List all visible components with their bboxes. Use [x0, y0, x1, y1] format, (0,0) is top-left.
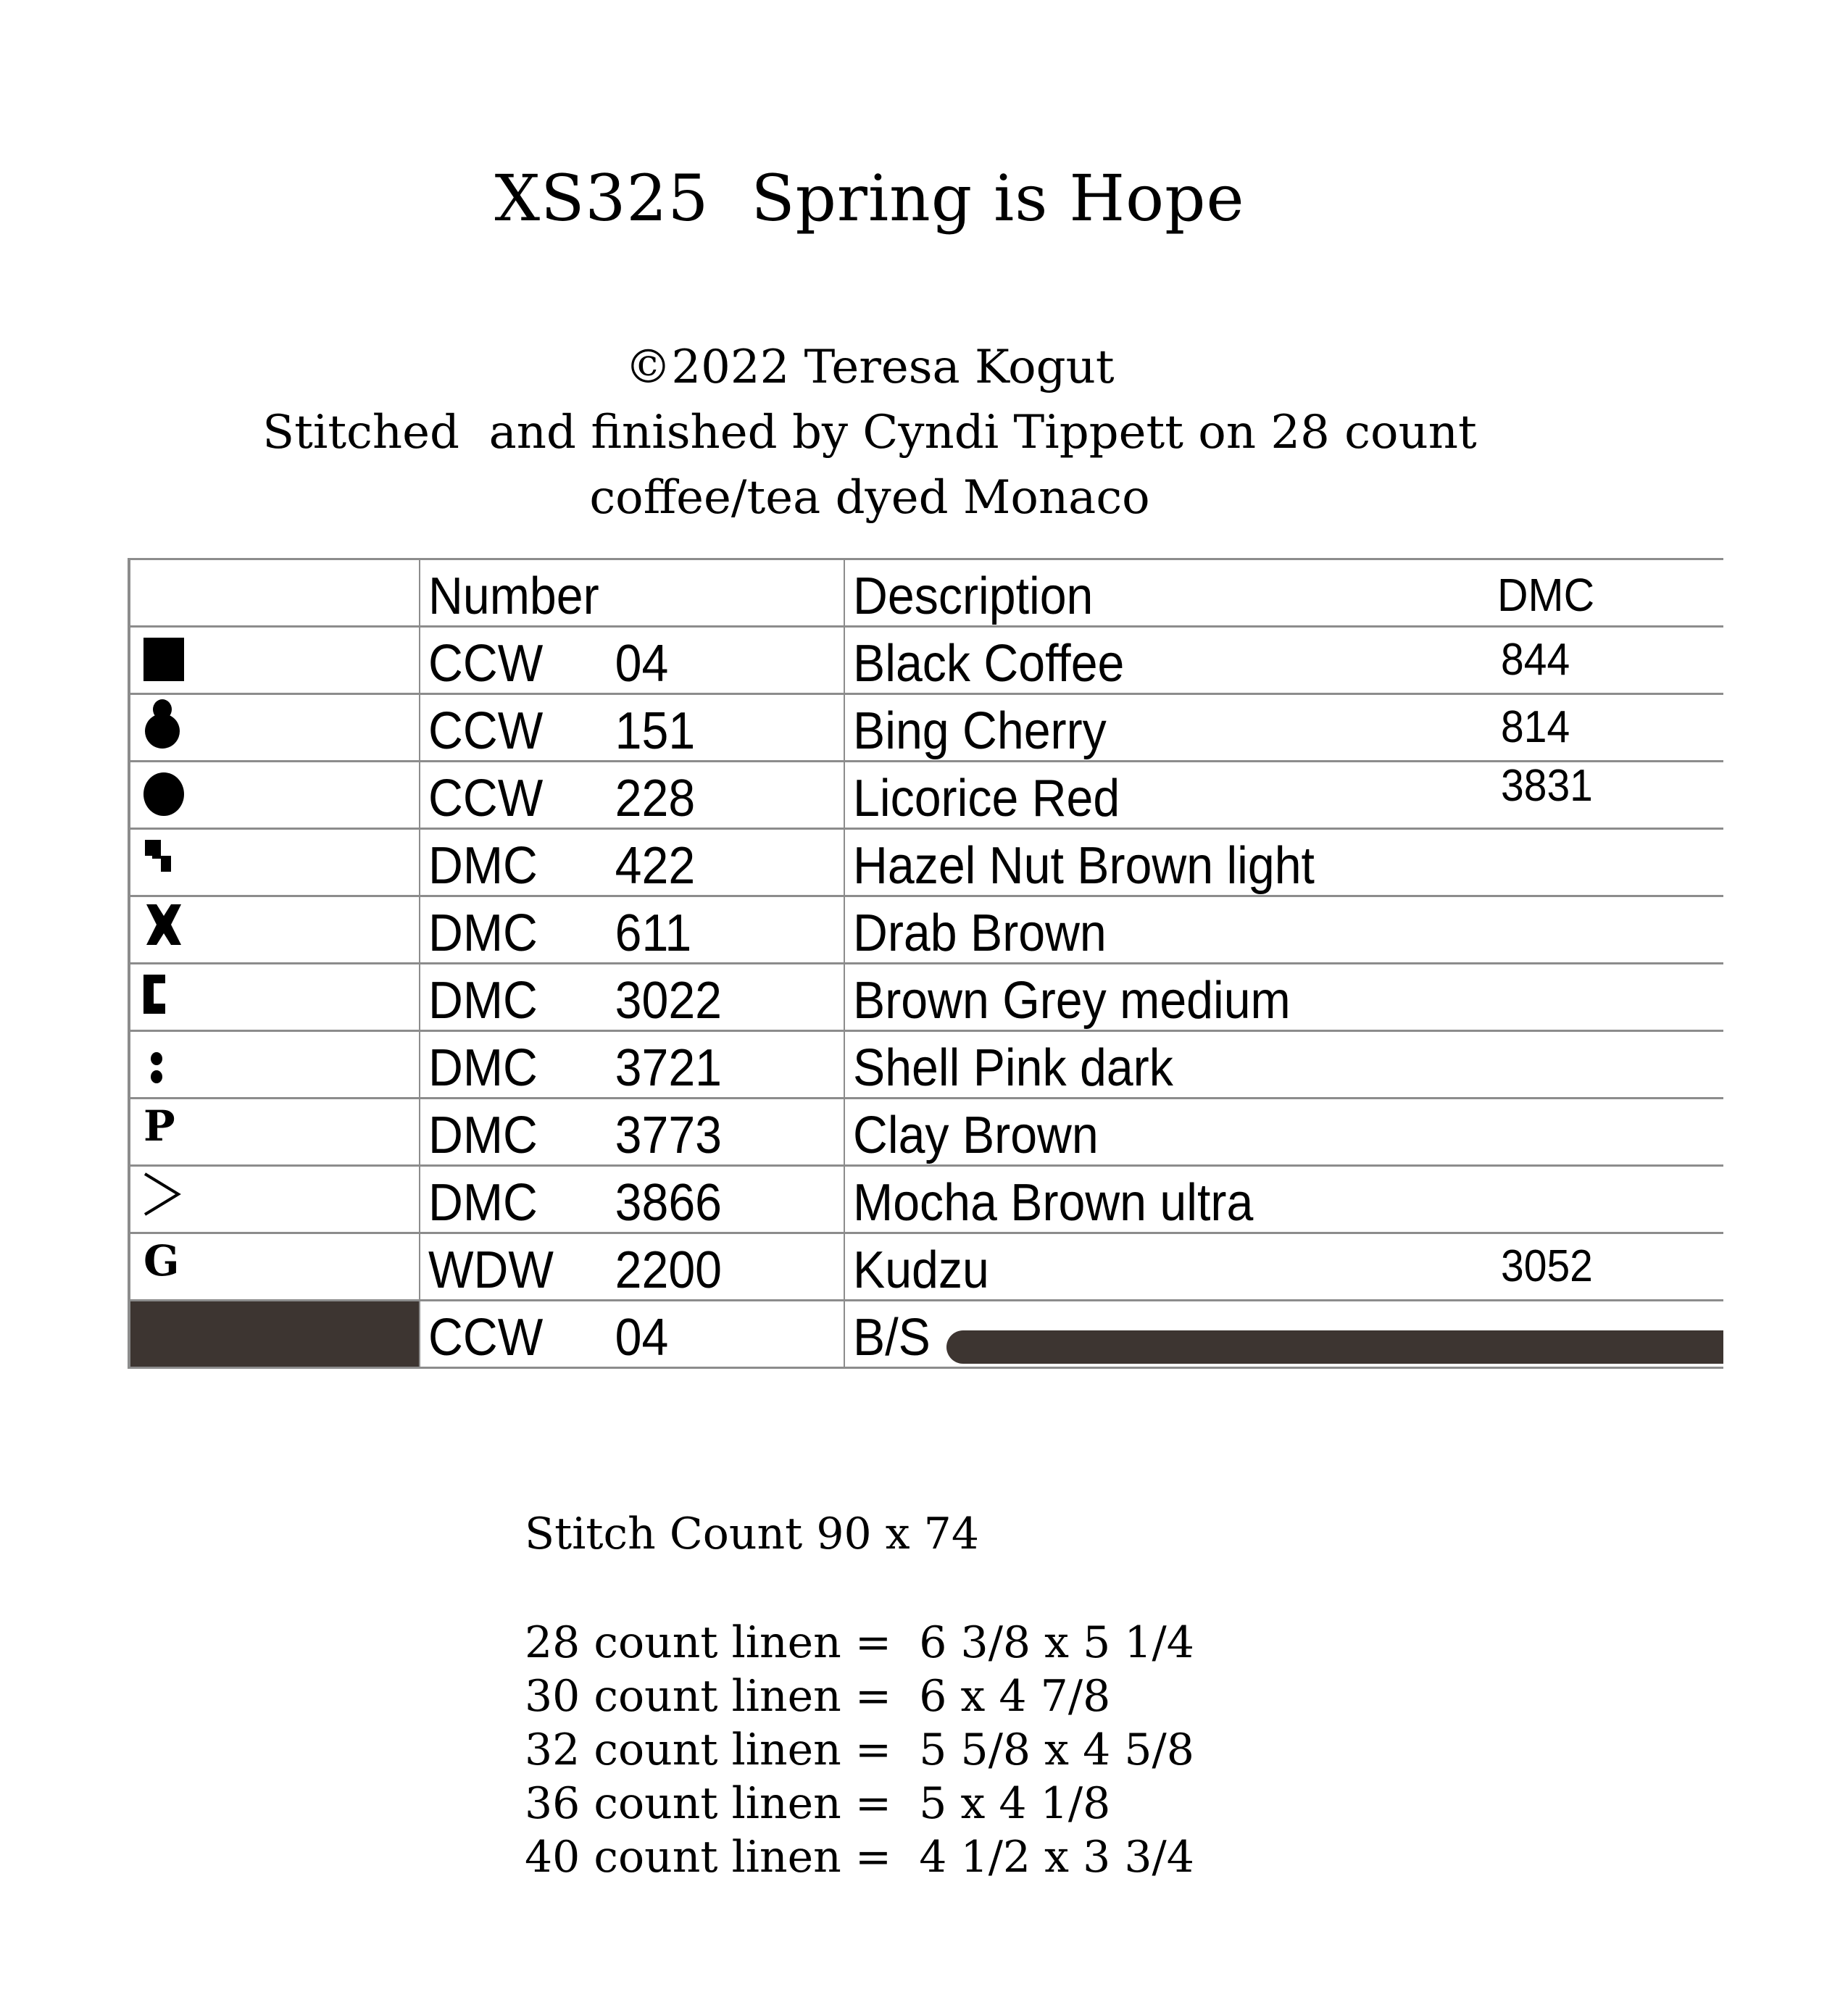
- size-line: 32 count linen = 5 5/8 x 4 5/8: [525, 1725, 1194, 1775]
- table-row: [129, 829, 1723, 896]
- table-row: [129, 1031, 1723, 1099]
- thread-description: Black Coffee: [853, 635, 1125, 693]
- letter-p-icon: P: [143, 1101, 175, 1151]
- table-row: [129, 1166, 1723, 1233]
- table-row: [129, 1233, 1723, 1301]
- backstitch-line-swatch: [946, 1330, 1723, 1364]
- colon-dots-icon: [149, 1052, 193, 1085]
- thread-description: Hazel Nut Brown light: [853, 837, 1315, 895]
- thread-number: 228: [615, 770, 696, 828]
- thread-brand: CCW: [428, 770, 544, 828]
- thread-number: 422: [615, 837, 696, 895]
- table-row: [129, 1099, 1723, 1166]
- thread-brand: CCW: [428, 702, 544, 760]
- dmc-equivalent: 3052: [1501, 1241, 1593, 1291]
- filled-square-icon: [143, 636, 187, 683]
- stitch-info: [525, 1507, 1194, 1884]
- thread-description: Clay Brown: [853, 1106, 1099, 1164]
- stitched-by-line: Stitched and finished by Cyndi Tippett on 28 count: [262, 406, 1477, 459]
- filled-circle-icon: [143, 771, 187, 817]
- thread-number: 04: [615, 635, 669, 693]
- thread-description: B/S: [853, 1309, 931, 1367]
- header-dmc: DMC: [1497, 569, 1595, 621]
- table-row: [129, 762, 1723, 829]
- thread-brand: DMC: [428, 1039, 538, 1097]
- color-key-table: [128, 558, 1723, 1369]
- size-line: 30 count linen = 6 x 4 7/8: [525, 1671, 1111, 1722]
- copyright-line: ©2022 Teresa Kogut: [625, 341, 1115, 394]
- thread-brand: DMC: [428, 837, 538, 895]
- thread-description: Shell Pink dark: [853, 1039, 1173, 1097]
- size-line: 36 count linen = 5 x 4 1/8: [525, 1778, 1111, 1829]
- thread-description: Bing Cherry: [853, 702, 1107, 760]
- fabric-line: coffee/tea dyed Monaco: [589, 471, 1150, 525]
- thread-number: 3022: [615, 972, 722, 1030]
- thread-description: Kudzu: [853, 1241, 989, 1299]
- thread-brand: DMC: [428, 972, 538, 1030]
- step-squares-icon: [143, 840, 187, 876]
- thread-number: 611: [615, 904, 692, 962]
- table-row: [129, 896, 1723, 964]
- size-line: 40 count linen = 4 1/2 x 3 3/4: [525, 1832, 1194, 1883]
- table-header-row: [129, 559, 1723, 627]
- thread-description: Brown Grey medium: [853, 972, 1291, 1030]
- dmc-equivalent: 844: [1501, 635, 1570, 685]
- thread-number: 3773: [615, 1106, 722, 1164]
- pattern-title: XS325 Spring is Hope: [494, 161, 1245, 236]
- bold-x-icon: [143, 904, 187, 948]
- header-description: Description DMC: [844, 559, 1723, 627]
- bracket-icon: [143, 975, 187, 1015]
- letter-g-icon: G: [143, 1236, 180, 1285]
- credits-block: [0, 335, 1739, 530]
- dark-swatch: [129, 1301, 420, 1368]
- thread-brand: DMC: [428, 904, 538, 962]
- thread-number: 2200: [615, 1241, 722, 1299]
- thread-description: Drab Brown: [853, 904, 1107, 962]
- thread-number: 151: [615, 702, 696, 760]
- header-number: Number: [420, 559, 844, 627]
- thread-number: 04: [615, 1309, 669, 1367]
- thread-number: 3866: [615, 1174, 722, 1232]
- thread-number: 3721: [615, 1039, 722, 1097]
- stitch-count: Stitch Count 90 x 74: [525, 1509, 980, 1559]
- table-row: [129, 964, 1723, 1031]
- dmc-equivalent: 3831: [1501, 761, 1593, 811]
- table-row-backstitch: [129, 1301, 1723, 1368]
- table-row: [129, 627, 1723, 694]
- snowman-icon: [143, 698, 187, 750]
- thread-brand: CCW: [428, 1309, 544, 1367]
- greater-than-icon: [143, 1172, 187, 1217]
- thread-brand: DMC: [428, 1174, 538, 1232]
- header-symbol: [129, 559, 420, 627]
- thread-brand: CCW: [428, 635, 544, 693]
- finished-sizes: [525, 1616, 1194, 1884]
- thread-brand: WDW: [428, 1241, 554, 1299]
- size-line: 28 count linen = 6 3/8 x 5 1/4: [525, 1617, 1194, 1668]
- thread-description: Mocha Brown ultra: [853, 1174, 1254, 1232]
- thread-brand: DMC: [428, 1106, 538, 1164]
- thread-description: Licorice Red: [853, 770, 1120, 828]
- table-row: [129, 694, 1723, 762]
- dmc-equivalent: 814: [1501, 702, 1570, 752]
